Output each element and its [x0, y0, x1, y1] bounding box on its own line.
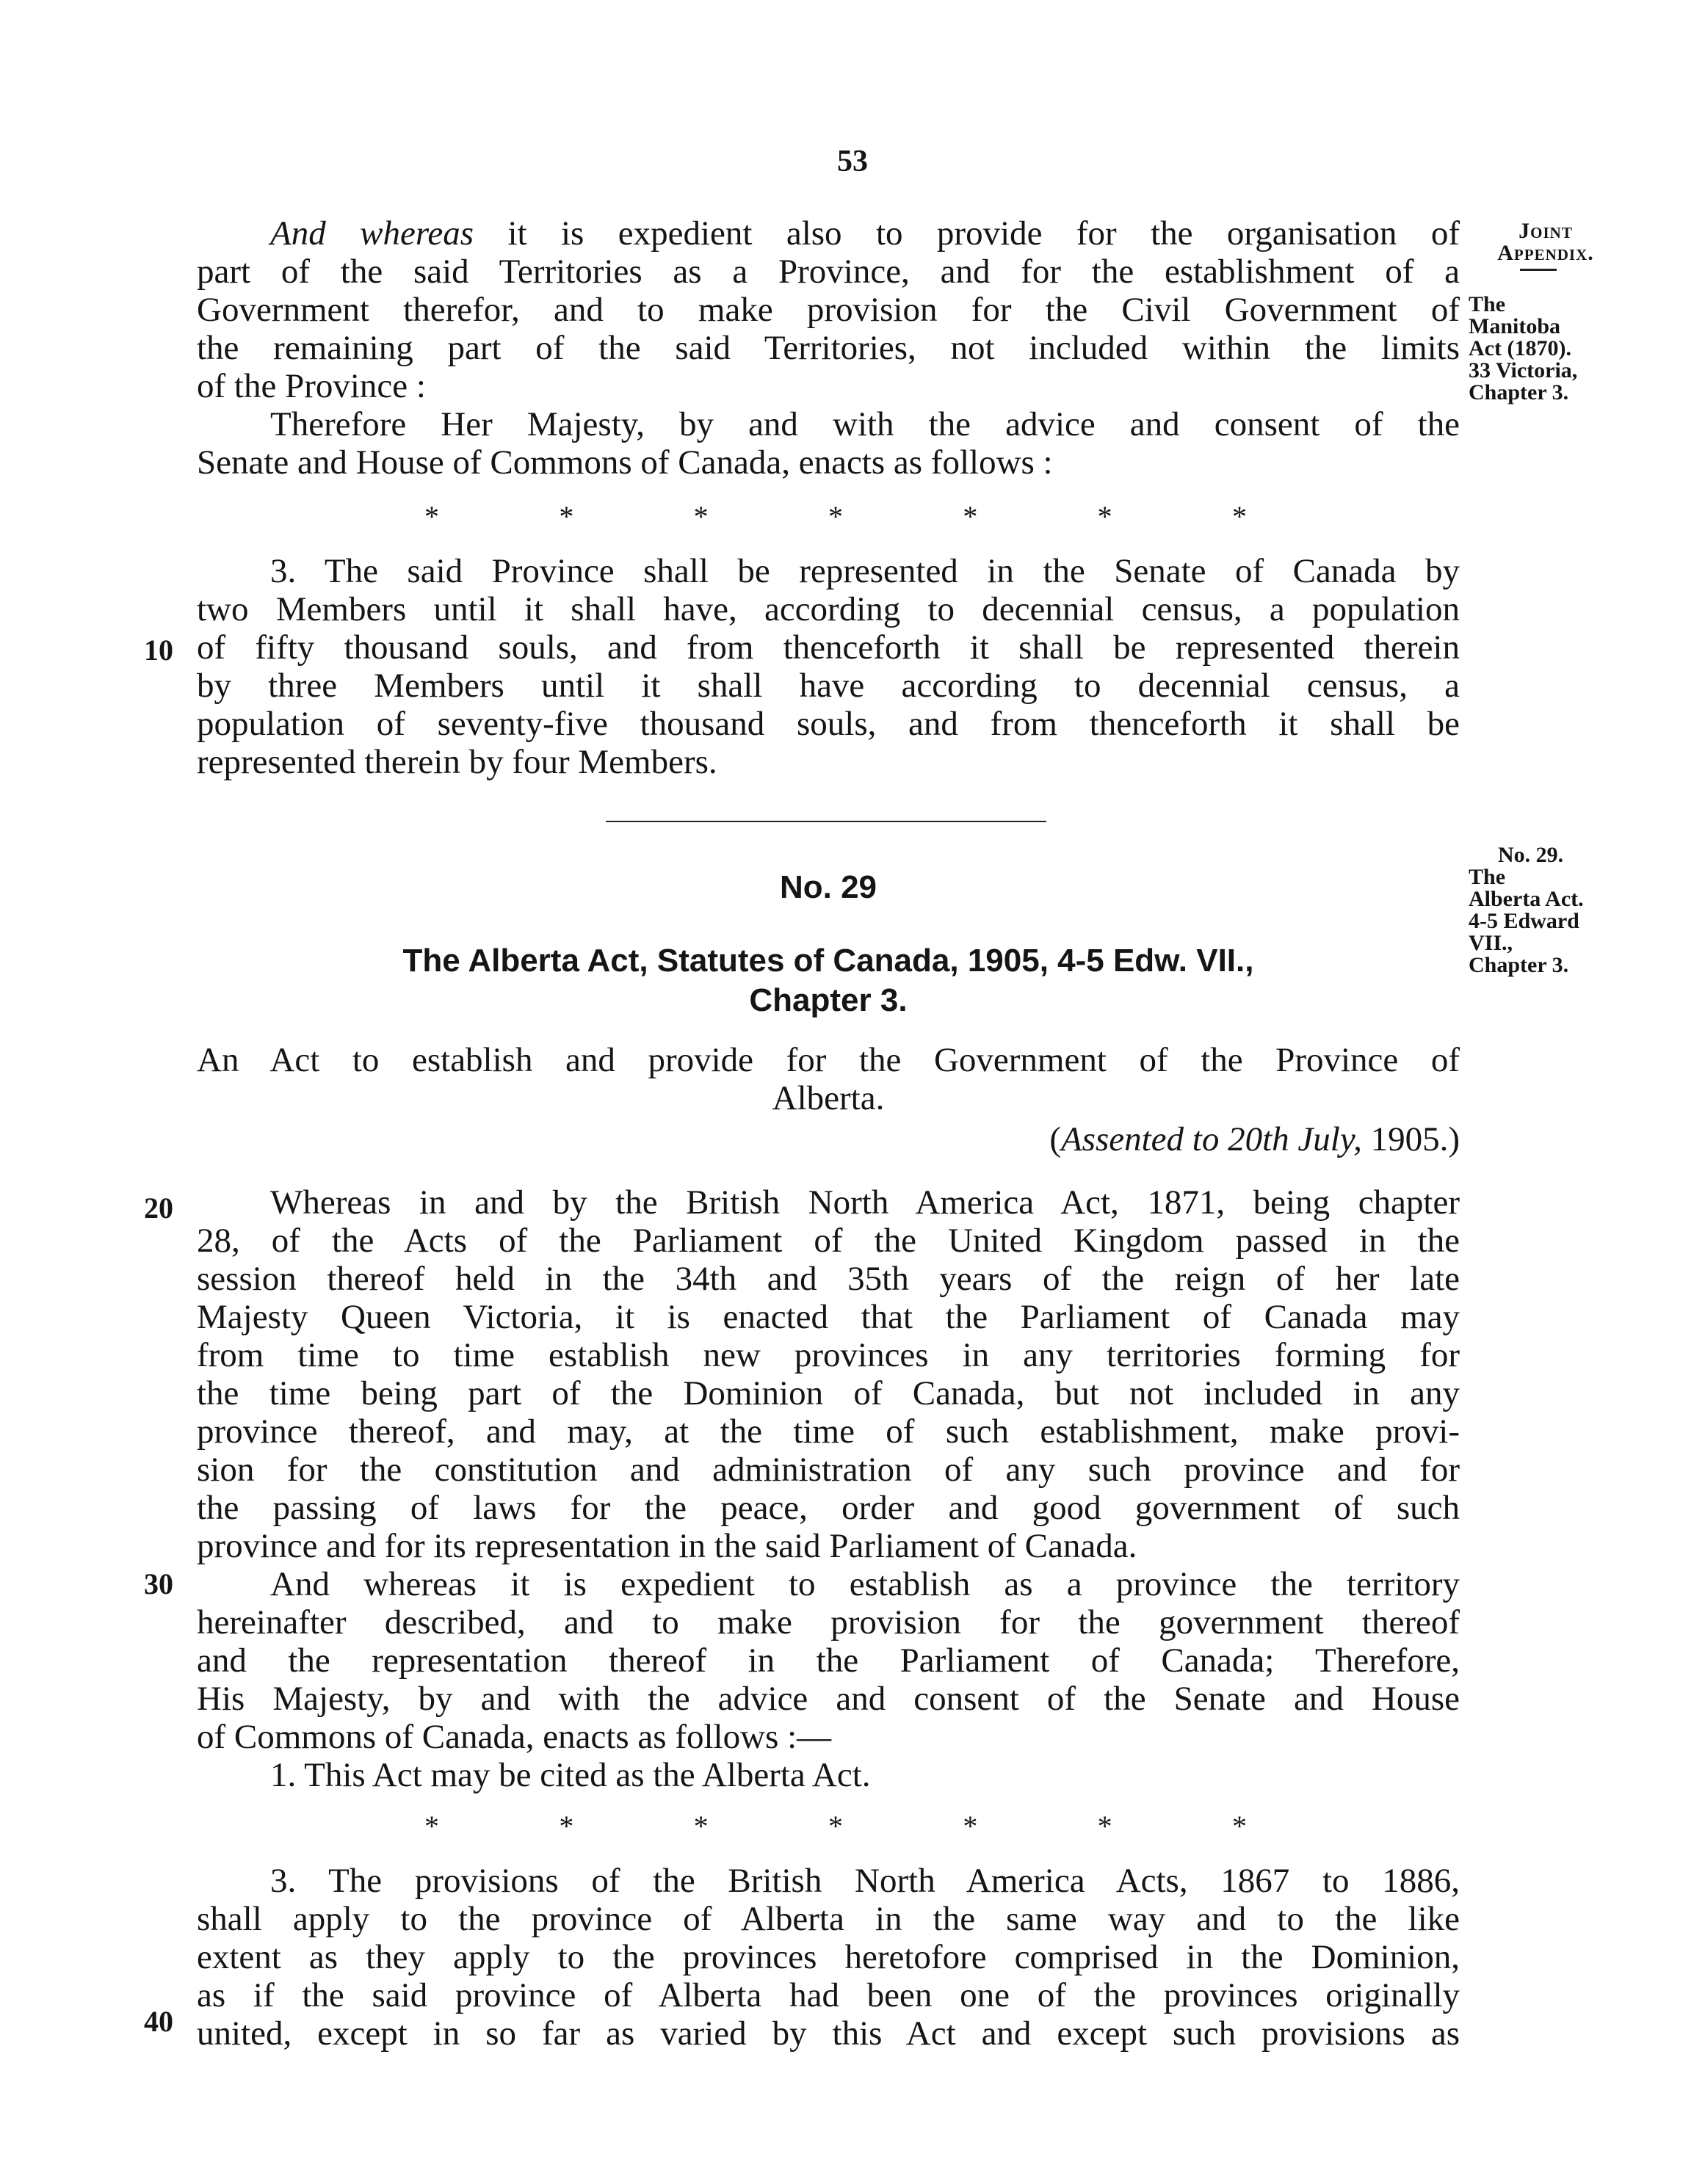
sidenote-alberta-act — [1469, 844, 1615, 976]
text-line — [197, 214, 1460, 253]
page-number: 53 — [837, 145, 868, 178]
text-line: His Majesty, by and with the advice and consent of the Senate and House — [197, 1680, 1460, 1718]
star: * — [1097, 500, 1112, 533]
text-line: by three Members until it shall have according to decennial census, a — [197, 667, 1460, 705]
line-number-40: 40 — [144, 2005, 173, 2038]
line-number-10: 10 — [144, 634, 173, 667]
text-line: session thereof held in the 34th and 35th years of the reign of her late — [197, 1260, 1460, 1298]
text-line: province and for its representation in the said Parliament of Canada. — [197, 1527, 1137, 1565]
assent-date — [197, 1120, 1460, 1158]
sidenote-manitoba-act — [1469, 294, 1615, 404]
whereas-paragraph-2 — [197, 1565, 1460, 1756]
assent-italic: Assented to 20th July, — [1060, 1120, 1362, 1158]
text-line: united, except in so far as varied by this Act and except such provisions as — [197, 2014, 1460, 2053]
text-line: of fifty thousand souls, and from thenceforth it shall be represented therein — [197, 628, 1460, 667]
preamble-paragraph — [197, 214, 1460, 482]
star: * — [693, 1810, 709, 1843]
section-3-manitoba — [197, 552, 1460, 781]
text-line: the remaining part of the said Territories, not included within the limits — [197, 329, 1460, 367]
sidenote-joint-appendix — [1469, 220, 1623, 277]
text-line: 28, of the Acts of the Parliament of the United Kingdom passed in the — [197, 1222, 1460, 1260]
sidenote-line: The — [1469, 865, 1506, 889]
text-line: sion for the constitution and administration of any such province and for — [197, 1451, 1460, 1489]
assent-year: 1905.) — [1361, 1120, 1460, 1158]
text-line: as if the said province of Alberta had been one of the provinces originally — [197, 1976, 1460, 2014]
star: * — [559, 1810, 574, 1843]
text-line: 3. The provisions of the British North America Acts, 1867 to 1886, — [270, 1862, 1460, 1900]
manitoba-act-excerpt — [197, 214, 1460, 781]
text-line: And whereas it is expedient to establish as a province the territory — [270, 1565, 1460, 1603]
whereas-paragraph-1 — [197, 1183, 1460, 1565]
ellipsis-stars — [424, 1807, 1247, 1846]
text-line: shall apply to the province of Alberta in the same way and to the like — [197, 1900, 1460, 1938]
act-title-line: An Act to establish and provide for the Government of the Province of — [197, 1041, 1460, 1079]
star: * — [559, 500, 574, 533]
star: * — [693, 500, 709, 533]
text-line: two Members until it shall have, according to decennial census, a population — [197, 590, 1460, 628]
assent-open-paren: ( — [1049, 1120, 1061, 1158]
sidenote-line: Manitoba — [1469, 314, 1561, 338]
sidenote-line: The — [1469, 292, 1506, 316]
act-title-line: Alberta. — [772, 1079, 885, 1117]
section-divider — [606, 821, 1046, 822]
section-3-alberta — [197, 1862, 1460, 2053]
text-line: extent as they apply to the provinces heretofore comprised in the Dominion, — [197, 1938, 1460, 1976]
sidenote-line: VII., — [1469, 931, 1513, 955]
sidenote-line: Alberta Act. — [1469, 887, 1584, 911]
text-line: Majesty Queen Victoria, it is enacted that the Parliament of Canada may — [197, 1298, 1460, 1336]
text-line: province thereof, and may, at the time of such establishment, make provi- — [197, 1412, 1460, 1451]
star: * — [424, 1810, 439, 1843]
sidenote-line: Chapter 3. — [1469, 380, 1569, 404]
line-number-30: 30 — [144, 1567, 173, 1600]
heading-title — [197, 941, 1460, 1020]
star: * — [424, 500, 439, 533]
star: * — [963, 500, 978, 533]
sidenote-joint-line1: Joint — [1518, 219, 1573, 243]
section-1 — [197, 1756, 1460, 1794]
ellipsis-stars — [424, 498, 1247, 536]
text-line: of the Province : — [197, 367, 426, 405]
sidenote-joint-line2: Appendix. — [1497, 241, 1594, 265]
sidenote-line: Chapter 3. — [1469, 953, 1569, 977]
sidenote-line: 4-5 Edward — [1469, 909, 1579, 933]
text-line: hereinafter described, and to make provision for the government thereof — [197, 1603, 1460, 1641]
heading-title-line: Chapter 3. — [749, 982, 908, 1018]
text-line: Therefore Her Majesty, by and with the advice and consent of the — [270, 405, 1460, 443]
text-line: from time to time establish new provinces in any territories forming for — [197, 1336, 1460, 1374]
star: * — [1231, 500, 1247, 533]
star: * — [1231, 1810, 1247, 1843]
alberta-act-body — [197, 1183, 1460, 2053]
text-line: 1. This Act may be cited as the Alberta Act. — [270, 1756, 871, 1794]
text-line: 3. The said Province shall be represented in the Senate of Canada by — [270, 552, 1460, 590]
star: * — [828, 500, 843, 533]
text-line: Government therefor, and to make provision for the Civil Government of — [197, 291, 1460, 329]
act-long-title — [197, 1041, 1460, 1158]
text-line: and the representation thereof in the Parliament of Canada; Therefore, — [197, 1641, 1460, 1680]
star: * — [963, 1810, 978, 1843]
star: * — [828, 1810, 843, 1843]
sidenote-line: Act (1870). — [1469, 336, 1571, 360]
sidenote-divider — [1520, 269, 1557, 271]
text-line: Whereas in and by the British North America Act, 1871, being chapter — [270, 1183, 1460, 1222]
text-line: part of the said Territories as a Province, and for the establishment of a — [197, 253, 1460, 291]
text-line: Senate and House of Commons of Canada, enacts as follows : — [197, 443, 1053, 482]
text-line: of Commons of Canada, enacts as follows :— — [197, 1718, 832, 1756]
text-line: represented therein by four Members. — [197, 743, 717, 781]
heading-title-line: The Alberta Act, Statutes of Canada, 1905, 4-5 Edw. VII., — [402, 943, 1254, 979]
text-line: the time being part of the Dominion of Canada, but not included in any — [197, 1374, 1460, 1412]
text-line: population of seventy-five thousand souls, and from thenceforth it shall be — [197, 705, 1460, 743]
star: * — [1097, 1810, 1112, 1843]
line-number-20: 20 — [144, 1191, 173, 1225]
text-run: it is expedient also to provide for the organisation of — [474, 214, 1460, 253]
heading-no-29: No. 29 — [779, 869, 877, 905]
sidenote-line: 33 Victoria, — [1469, 358, 1578, 382]
italic-lead: And whereas — [270, 214, 474, 253]
text-line: the passing of laws for the peace, order and good government of such — [197, 1489, 1460, 1527]
sidenote-line: No. 29. — [1498, 843, 1564, 867]
